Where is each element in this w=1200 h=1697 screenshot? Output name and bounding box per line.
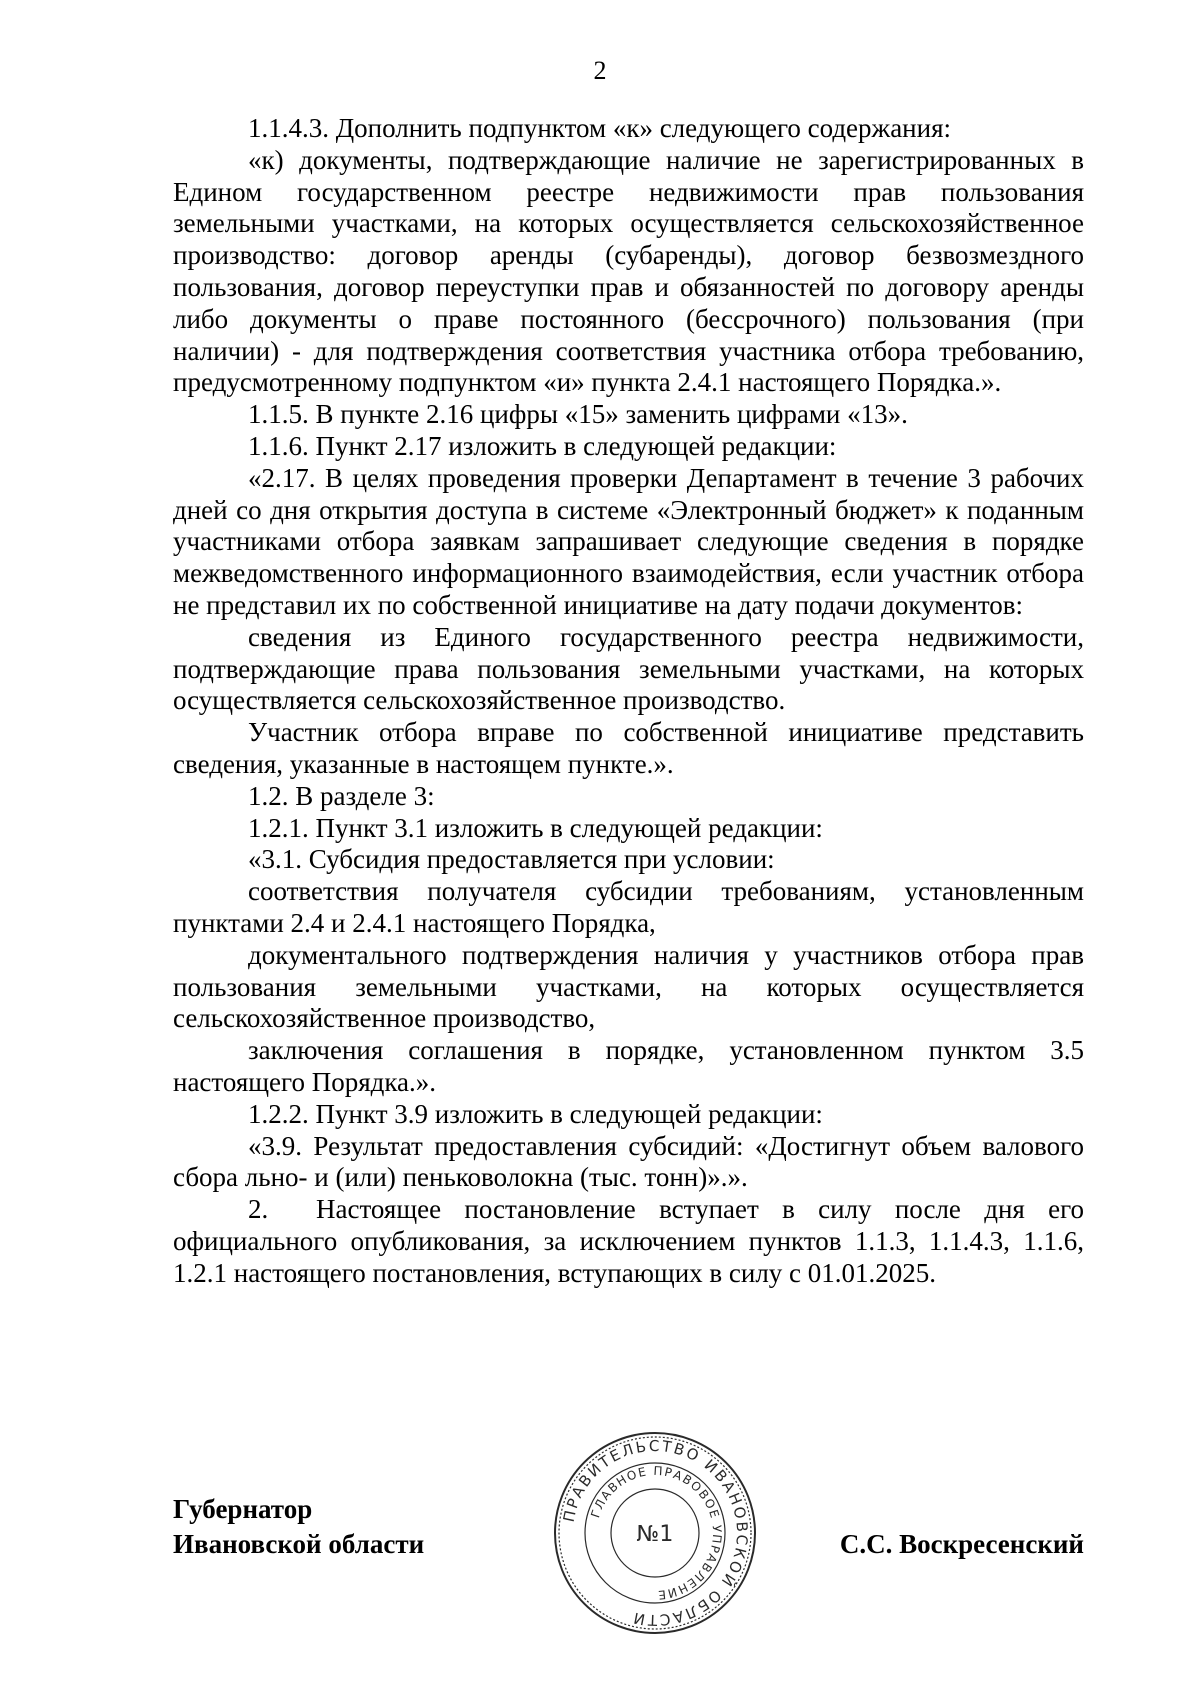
paragraph: «2.17. В целях проведения проверки Департамент в течение 3 рабочих дней со дня открытия доступа в системе «Электронный бюджет» к поданным участниками отбора заявкам запрашивает следующие сведения в порядке межведомственного информационного взаимодействия, если участник отбора не представил их по собственной инициативе на дату подачи документов: [173,462,1084,620]
paragraph: «3.1. Субсидия предоставляется при условии: [248,844,775,875]
document-body [173,113,1084,1289]
stamp-center-number: №1 [636,1522,674,1547]
paragraph: сведения из Единого государственного реестра недвижимости, подтверждающие права пользования земельными участками, на которых осуществляется сельскохозяйственное производство. [173,621,1084,716]
final-clause [173,1194,1084,1289]
final-clause-text: Настоящее постановление вступает в силу после дня его официального опубликования, за исключением пунктов 1.1.3, 1.1.4.3, 1.1.6, 1.2.1 настоящего постановления, вступающих в силу с 01.01.2025. [173,1194,1084,1288]
official-stamp [550,1428,760,1638]
stamp-seal-icon [550,1428,760,1638]
paragraph: заключения соглашения в порядке, установленном пунктом 3.5 настоящего Порядка.». [173,1035,1084,1097]
paragraph: 1.2. В разделе 3: [248,780,435,811]
signatory-position [173,1492,424,1562]
page-number: 2 [593,56,607,85]
paragraph: 1.1.4.3. Дополнить подпунктом «к» следующего содержания: [248,113,952,143]
paragraph: 1.1.6. Пункт 2.17 изложить в следующей редакции: [248,430,837,461]
paragraph: Участник отбора вправе по собственной инициативе представить сведения, указанные в настоящем пункте.». [173,717,1084,779]
paragraph: «к) документы, подтверждающие наличие не зарегистрированных в Едином государственном реестре недвижимости прав пользования земельными участками, на которых осуществляется сельскохозяйственное производство: договор аренды (субаренды), договор безвозмездного пользования, договор переуступки прав и обязанностей по договору аренды либо документы о праве постоянного (бессрочного) пользования (при наличии) - для подтверждения соответствия участника отбора требованию, предусмотренному подпунктом «и» пункта 2.4.1 настоящего Порядка.». [173,144,1084,398]
paragraph: «3.9. Результат предоставления субсидий: «Достигнут объем валового сбора льно- и (или) пеньковолокна (тыс. тонн)».». [173,1130,1084,1193]
paragraph: соответствия получателя субсидии требованиям, установленным пунктами 2.4 и 2.4.1 настоящего Порядка, [173,876,1084,938]
stamp-outer-text: ПРАВИТЕЛЬСТВО ИВАНОВСКОЙ ОБЛАСТИ [559,1436,752,1630]
paragraph: документального подтверждения наличия у участников отбора прав пользования земельными участками, на которых осуществляется сельскохозяйственное производство, [173,939,1084,1034]
paragraph: 1.2.2. Пункт 3.9 изложить в следующей редакции: [248,1098,823,1129]
paragraph: 1.1.5. В пункте 2.16 цифры «15» заменить цифрами «13». [248,399,908,430]
signatory-position-line2: Ивановской области [173,1529,425,1559]
signer-name: С.С. Воскресенский [839,1529,1084,1559]
paragraph: 1.2.1. Пункт 3.1 изложить в следующей редакции: [248,812,823,843]
final-clause-number: 2. [248,1194,269,1225]
signatory-position-line1: Губернатор [173,1494,313,1524]
stamp-inner-text: ГЛАВНОЕ ПРАВОВОЕ УПРАВЛЕНИЕ [588,1463,725,1603]
